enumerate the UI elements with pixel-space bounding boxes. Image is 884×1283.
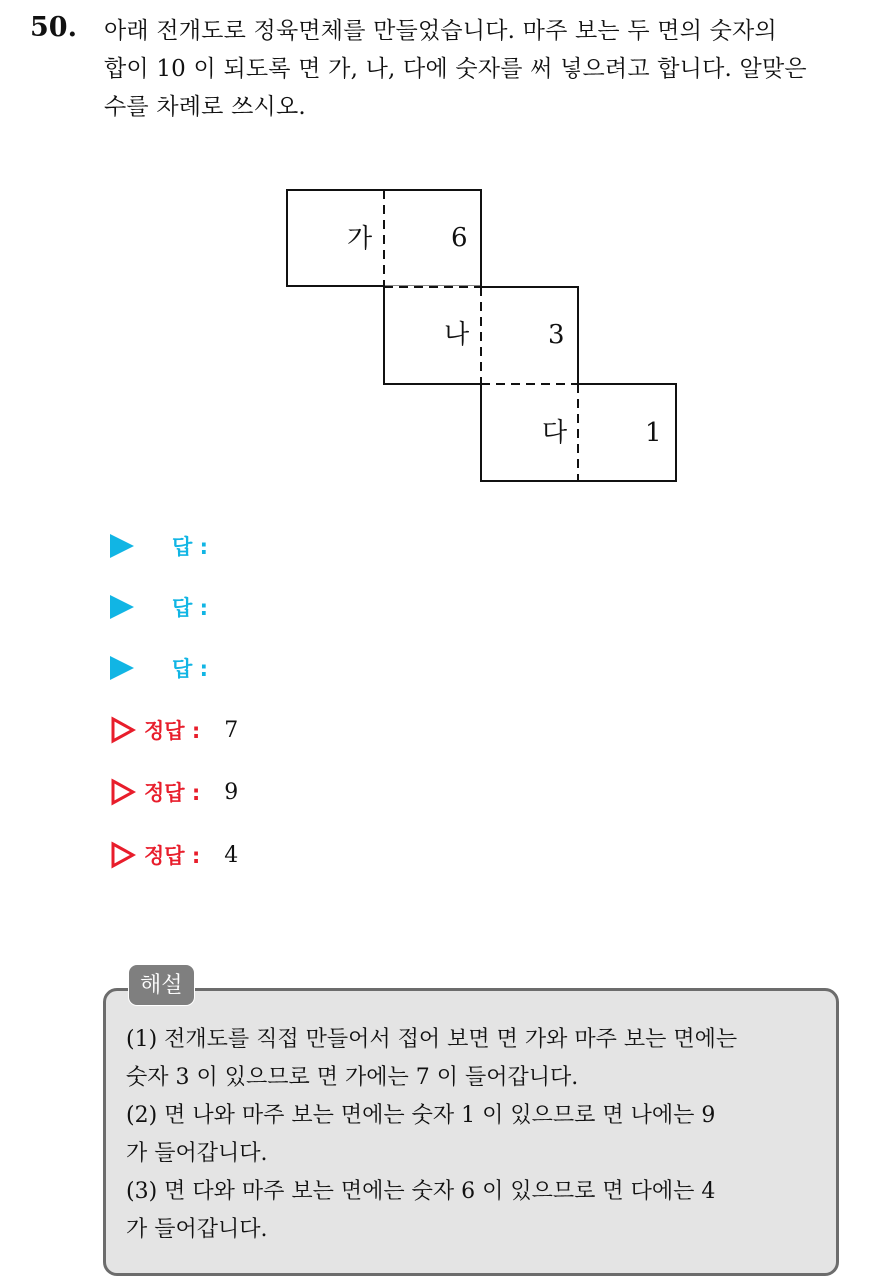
face-label-na: 나 bbox=[444, 320, 470, 350]
question-line: 아래 전개도로 정육면체를 만들었습니다. 마주 보는 두 면의 숫자의 bbox=[104, 18, 777, 44]
answer-row bbox=[110, 526, 208, 566]
explanation-line: 숫자 3 이 있으므로 면 가에는 7 이 들어갑니다. bbox=[126, 1065, 579, 1090]
outline-triangle-icon bbox=[110, 778, 136, 806]
outline-triangle-icon bbox=[110, 716, 136, 744]
play-triangle-icon bbox=[110, 595, 134, 619]
explanation-tag: 해설 bbox=[128, 964, 195, 1006]
face-label-ga: 가 bbox=[347, 224, 373, 254]
correct-answer-label: 정답 : bbox=[144, 844, 201, 868]
correct-answer-row bbox=[110, 772, 238, 812]
correct-answer-label: 정답 : bbox=[144, 719, 201, 743]
explanation-text bbox=[126, 1021, 826, 1249]
explanation-line: 가 들어갑니다. bbox=[126, 1141, 268, 1166]
explanation-line: 가 들어갑니다. bbox=[126, 1217, 268, 1242]
explanation-line: (3) 면 다와 마주 보는 면에는 숫자 6 이 있으므로 면 다에는 4 bbox=[126, 1179, 716, 1204]
correct-answer-label: 정답 : bbox=[144, 781, 201, 805]
face-label-da: 다 bbox=[542, 418, 568, 448]
play-triangle-icon bbox=[110, 534, 134, 558]
play-triangle-icon bbox=[110, 656, 134, 680]
answer-label: 답 : bbox=[172, 596, 208, 620]
cube-net-diagram bbox=[0, 0, 884, 500]
face-label-six: 6 bbox=[451, 223, 468, 253]
answer-label: 답 : bbox=[172, 657, 208, 681]
correct-answer-value: 4 bbox=[224, 842, 239, 868]
answer-row bbox=[110, 648, 208, 688]
face-label-one: 1 bbox=[645, 418, 662, 448]
question-line: 합이 10 이 되도록 면 가, 나, 다에 숫자를 써 넣으려고 합니다. 알맞은 bbox=[104, 56, 807, 82]
answer-label: 답 : bbox=[172, 535, 208, 559]
correct-answer-row bbox=[110, 835, 238, 875]
question-number: 50. bbox=[30, 12, 77, 43]
face-label-three: 3 bbox=[548, 320, 565, 350]
question-line: 수를 차례로 쓰시오. bbox=[104, 94, 306, 120]
correct-answer-value: 7 bbox=[224, 717, 239, 743]
explanation-line: (2) 면 나와 마주 보는 면에는 숫자 1 이 있으므로 면 나에는 9 bbox=[126, 1103, 716, 1128]
explanation-line: (1) 전개도를 직접 만들어서 접어 보면 면 가와 마주 보는 면에는 bbox=[126, 1027, 738, 1052]
answer-row bbox=[110, 587, 208, 627]
outline-triangle-icon bbox=[110, 841, 136, 869]
correct-answer-value: 9 bbox=[224, 779, 239, 805]
correct-answer-row bbox=[110, 710, 238, 750]
